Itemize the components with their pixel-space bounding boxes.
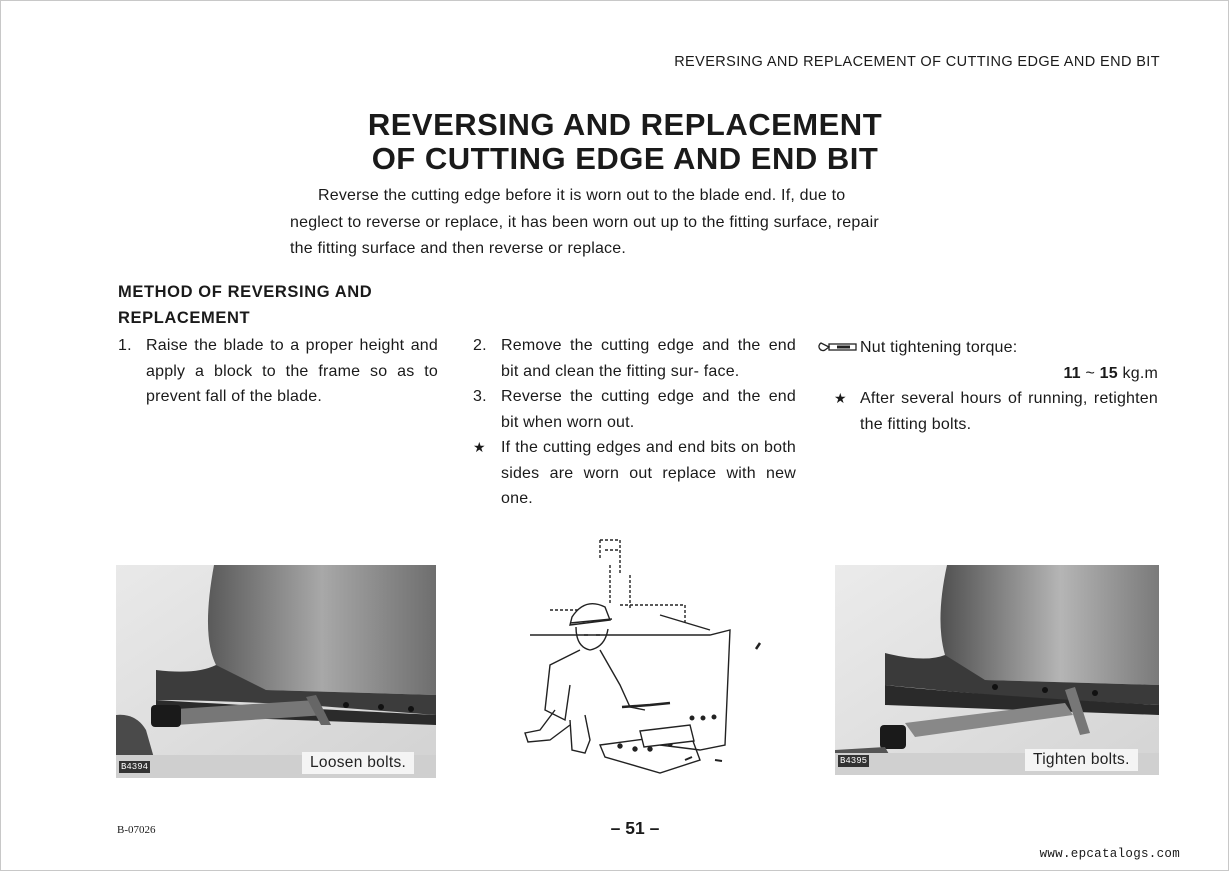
torque-min: 11 (1063, 364, 1081, 382)
torque-max: 15 (1099, 364, 1118, 382)
note-replace (473, 435, 796, 512)
step-text: Raise the blade to a proper height and apply a block to the frame so as to prevent fall of the blade. (146, 337, 438, 405)
column-left (118, 333, 438, 410)
watermark-link[interactable]: www.epcatalogs.com (1039, 847, 1180, 861)
intro-paragraph (290, 183, 986, 263)
page-title-line2: OF CUTTING EDGE AND END BIT (371, 141, 879, 176)
photo-code: B4395 (840, 756, 868, 766)
torque-unit: kg.m (1122, 364, 1158, 382)
section-heading-line1: METHOD OF REVERSING AND (118, 283, 373, 301)
star-icon: ★ (473, 439, 486, 455)
photo-caption: Tighten bolts. (1025, 749, 1138, 771)
column-middle (473, 333, 796, 512)
page-title (280, 108, 970, 176)
torque-label (818, 335, 1158, 361)
running-header: REVERSING AND REPLACEMENT OF CUTTING EDGE AND END BIT (674, 54, 1160, 70)
page-title-line1: REVERSING AND REPLACEMENT (367, 107, 883, 142)
note-text: After several hours of running, retighten the fitting bolts. (860, 390, 1158, 433)
worker-illustration (510, 535, 770, 780)
step-text: Remove the cutting edge and the end bit and clean the fitting sur- face. (501, 337, 796, 380)
page-number: – 51 – (610, 818, 660, 838)
photo-code: B4394 (121, 762, 149, 772)
photo-loosen-bolts-image (116, 565, 436, 778)
note-text: If the cutting edges and end bits on both sides are worn out replace with new one. (501, 439, 796, 507)
torque-separator: ~ (1085, 364, 1095, 382)
photo-tighten-bolts (835, 565, 1159, 775)
intro-line1: Reverse the cutting edge before it is worn out to the blade end. If, due to (318, 187, 846, 204)
step-number: 1. (118, 337, 132, 354)
photo-loosen-bolts (116, 565, 436, 778)
intro-line3: the fitting surface and then reverse or replace. (290, 240, 627, 257)
step-number: 2. (473, 337, 487, 354)
section-heading (118, 279, 438, 331)
photo-tighten-bolts-image (835, 565, 1159, 775)
note-retighten (818, 386, 1158, 437)
torque-wrench-icon (818, 340, 858, 354)
column-right (818, 335, 1158, 437)
step-1 (118, 333, 438, 410)
document-code: B-07026 (117, 824, 156, 836)
step-number: 3. (473, 388, 487, 405)
star-icon: ★ (834, 390, 847, 406)
step-3 (473, 384, 796, 435)
illustration-worker-cleaning-blade (510, 535, 770, 780)
intro-line2: neglect to reverse or replace, it has been worn out up to the fitting surface, repair (290, 213, 879, 231)
torque-label-text: Nut tightening torque: (860, 339, 1018, 356)
section-heading-line2: REPLACEMENT (118, 309, 251, 327)
step-text: Reverse the cutting edge and the end bit when worn out. (501, 388, 796, 431)
photo-caption: Loosen bolts. (302, 752, 414, 774)
torque-value (818, 361, 1158, 387)
step-2 (473, 333, 796, 384)
